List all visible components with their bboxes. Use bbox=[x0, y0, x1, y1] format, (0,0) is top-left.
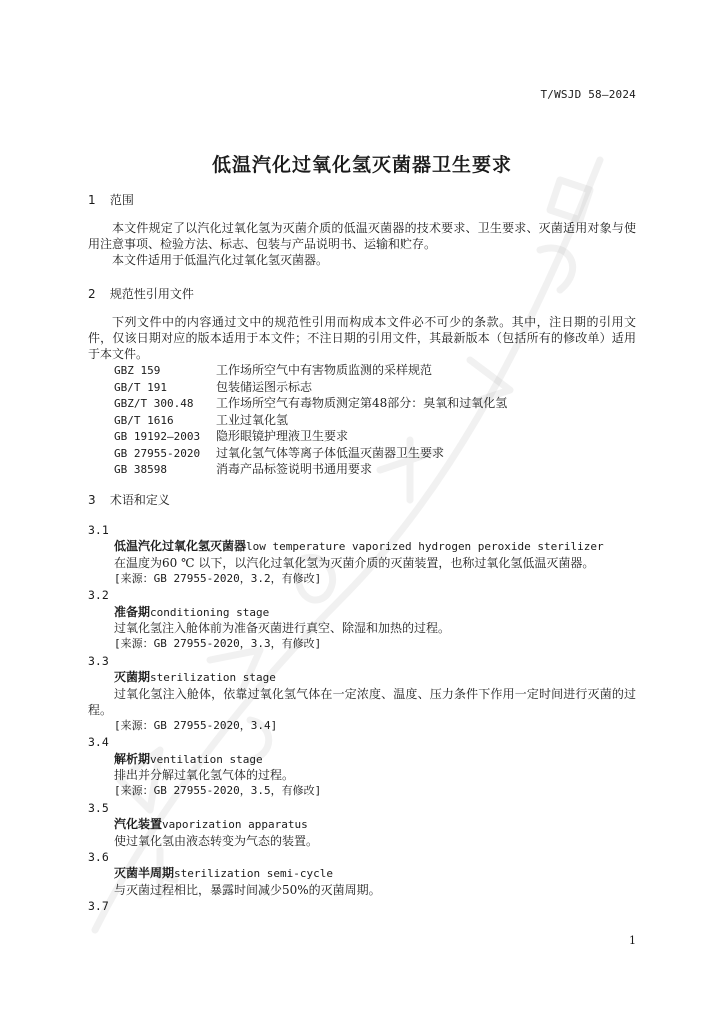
reference-item bbox=[114, 395, 636, 412]
term-entry bbox=[114, 751, 636, 800]
reference-code: GBZ/T 300.48 bbox=[114, 397, 194, 410]
reference-code: GB/T 191 bbox=[114, 380, 167, 394]
term-name-en: sterilization semi-cycle bbox=[174, 867, 333, 880]
reference-item bbox=[114, 461, 636, 478]
section-number: 3 bbox=[88, 492, 96, 507]
term-name-en: ventilation stage bbox=[150, 752, 263, 766]
paragraph: 本文件适用于低温汽化过氧化氢灭菌器。 bbox=[112, 253, 329, 267]
term-name-en: low temperature vaporized hydrogen peroxide sterilizer bbox=[246, 540, 604, 553]
document-body bbox=[88, 192, 636, 914]
term-heading bbox=[114, 604, 636, 621]
term-entry bbox=[114, 816, 636, 849]
reference-code: GBZ 159 bbox=[114, 364, 161, 377]
reference-name: 消毒产品标签说明书通用要求 bbox=[216, 462, 373, 476]
reference-code: GB 19192—2003 bbox=[114, 430, 201, 443]
term-definition: 与灭菌过程相比，暴露时间减少50%的灭菌周期。 bbox=[114, 882, 381, 897]
reference-name: 过氧化氢气体等离子体低温灭菌器卫生要求 bbox=[216, 445, 445, 460]
term-name-zh: 灭菌期 bbox=[114, 670, 151, 684]
reference-item bbox=[114, 362, 636, 379]
page-number: 1 bbox=[629, 934, 636, 947]
term-name-en: vaporization apparatus bbox=[162, 818, 308, 831]
term-heading bbox=[114, 669, 636, 686]
term-name-zh: 解析期 bbox=[114, 751, 151, 766]
term-name-zh: 低温汽化过氧化氢灭菌器 bbox=[114, 539, 247, 553]
reference-item bbox=[114, 428, 636, 445]
section-title: 规范性引用文件 bbox=[109, 287, 194, 301]
document-title: 低温汽化过氧化氢灭菌器卫生要求 bbox=[211, 154, 512, 176]
reference-name: 工作场所空气中有害物质监测的采样规范 bbox=[216, 363, 433, 377]
reference-list bbox=[114, 362, 636, 478]
term-source: [来源：GB 27955-2020，3.3，有修改] bbox=[114, 637, 322, 650]
term-heading bbox=[114, 538, 636, 555]
reference-name: 包装储运图示标志 bbox=[216, 379, 313, 394]
term-number: 3.5 bbox=[88, 800, 109, 815]
term-definition: 排出并分解过氧化氢气体的过程。 bbox=[114, 768, 295, 782]
term-number: 3.4 bbox=[88, 735, 109, 749]
term-definition: 使过氧化氢由液态转变为气态的装置。 bbox=[114, 833, 319, 848]
term-name-en: conditioning stage bbox=[150, 605, 270, 619]
term-heading bbox=[114, 751, 636, 768]
paragraph: 本文件规定了以汽化过氧化氢为灭菌介质的低温灭菌器的技术要求、卫生要求、灭菌适用对象与使用注意事项、检验方法、标志、包装与产品说明书、运输和贮存。 bbox=[88, 221, 636, 251]
reference-item bbox=[114, 445, 636, 462]
term-definition: 在温度为60 ℃ 以下，以汽化过氧化氢为灭菌介质的灭菌装置，也称过氧化氢低温灭菌器。 bbox=[114, 555, 595, 570]
reference-name: 工业过氧化氢 bbox=[216, 412, 289, 427]
section-title: 范围 bbox=[109, 193, 134, 207]
term-number: 3.2 bbox=[88, 588, 109, 602]
term-name-en: sterilization stage bbox=[150, 671, 276, 684]
term-number: 3.1 bbox=[88, 522, 109, 537]
term-source: [来源：GB 27955-2020，3.5，有修改] bbox=[114, 784, 322, 797]
reference-item bbox=[114, 412, 636, 429]
reference-name: 工作场所空气有毒物质测定第48部分：臭氧和过氧化氢 bbox=[216, 396, 508, 410]
reference-code: GB/T 1616 bbox=[114, 413, 174, 427]
reference-name: 隐形眼镜护理液卫生要求 bbox=[216, 429, 349, 443]
term-name-zh: 灭菌半周期 bbox=[114, 866, 175, 880]
paragraph: 下列文件中的内容通过文中的规范性引用而构成本文件必不可少的条款。其中，注日期的引用文件，仅该日期对应的版本适用于本文件；不注日期的引用文件，其最新版本（包括所有的修改单）适用于本文件。 bbox=[88, 315, 636, 361]
term-number: 3.6 bbox=[88, 849, 109, 864]
reference-code: GB 27955-2020 bbox=[114, 446, 201, 460]
reference-code: GB 38598 bbox=[114, 463, 167, 476]
section-heading-normative-references bbox=[88, 286, 636, 303]
standard-code: T/WSJD 58—2024 bbox=[540, 88, 636, 101]
section-number: 1 bbox=[88, 193, 96, 207]
term-definition: 过氧化氢注入舱体前为准备灭菌进行真空、除湿和加热的过程。 bbox=[114, 621, 451, 635]
term-number: 3.7 bbox=[88, 898, 109, 913]
term-source: [来源：GB 27955-2020，3.4] bbox=[114, 718, 278, 732]
term-entry bbox=[88, 669, 636, 734]
term-entry bbox=[114, 865, 636, 898]
term-name-zh: 准备期 bbox=[114, 604, 151, 619]
term-definition: 过氧化氢注入舱体，依靠过氧化氢气体在一定浓度、温度、压力条件下作用一定时间进行灭菌的过程。 bbox=[88, 686, 636, 717]
term-entry bbox=[114, 604, 636, 653]
term-number: 3.3 bbox=[88, 653, 109, 668]
term-source: [来源：GB 27955-2020，3.2，有修改] bbox=[114, 571, 322, 585]
term-name-zh: 汽化装置 bbox=[114, 817, 163, 831]
term-heading bbox=[114, 865, 636, 882]
section-title: 术语和定义 bbox=[109, 492, 170, 507]
section-heading-terms-definitions bbox=[88, 492, 636, 509]
term-heading bbox=[114, 816, 636, 833]
section-number: 2 bbox=[88, 287, 96, 301]
reference-item bbox=[114, 379, 636, 396]
section-heading-scope bbox=[88, 192, 636, 209]
term-entry bbox=[114, 538, 636, 587]
